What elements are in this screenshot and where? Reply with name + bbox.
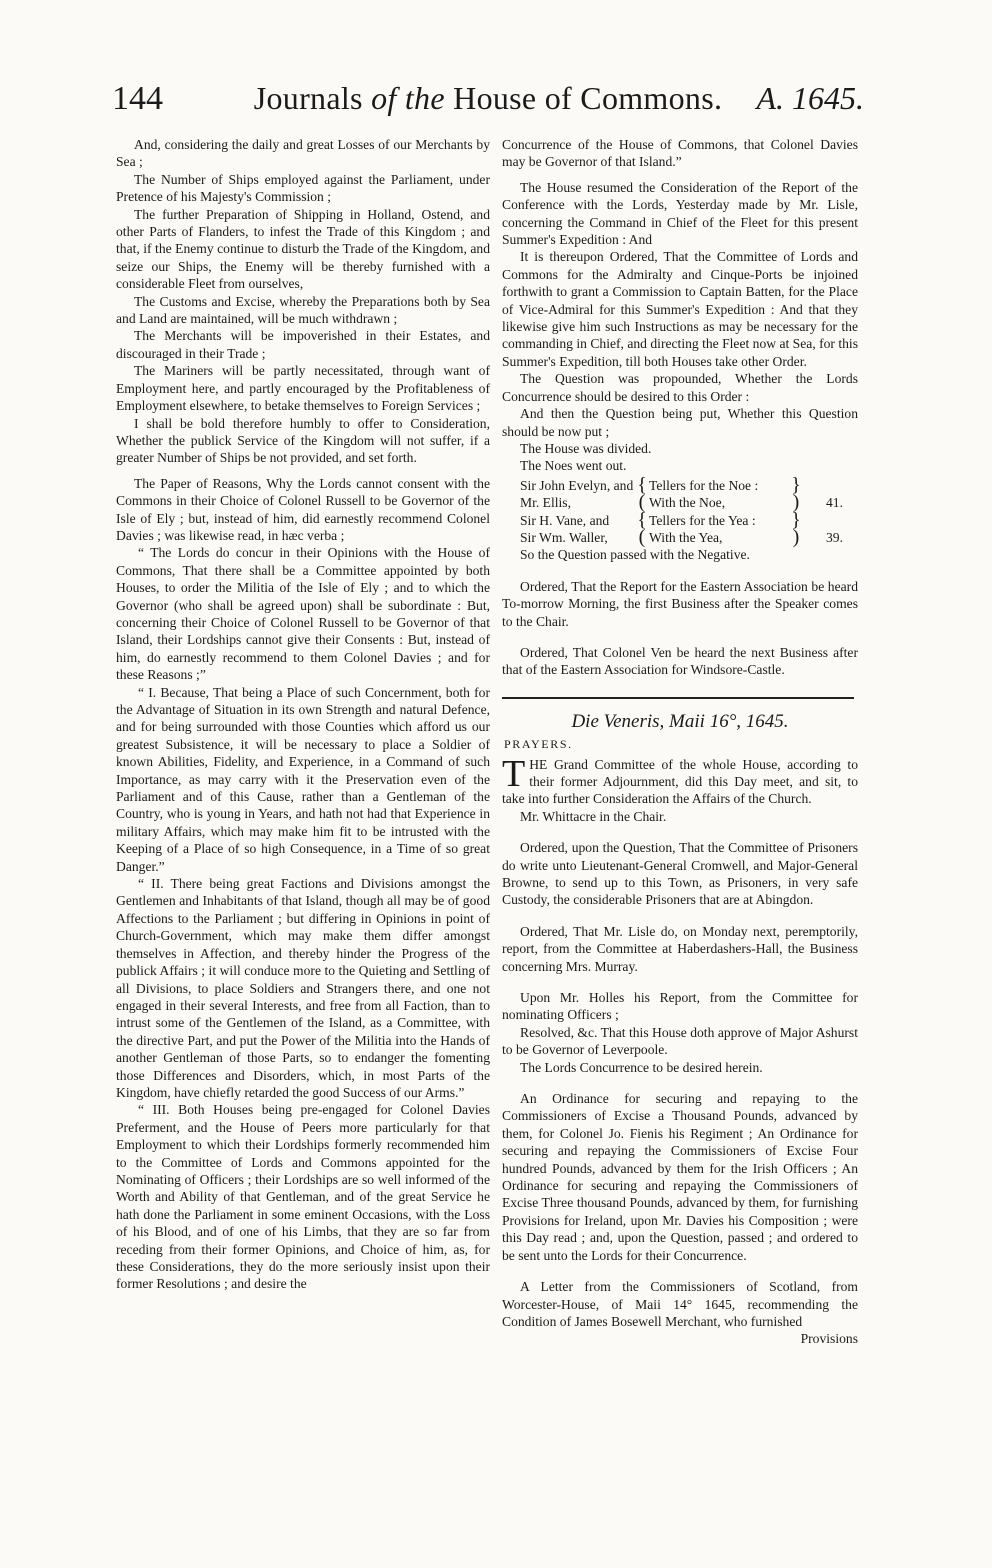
tellers-table bbox=[502, 473, 858, 549]
paragraph: Mr. Whittacre in the Chair. bbox=[520, 808, 667, 824]
brace-icon: } bbox=[791, 473, 801, 496]
paragraph: The House was divided. bbox=[520, 440, 652, 456]
teller-row bbox=[502, 508, 858, 531]
paragraph: The Question was propounded, Whether the Lords Concurrence should be desired to this Order : bbox=[502, 371, 858, 404]
brace-icon: ) bbox=[792, 491, 800, 514]
teller-desc: Tellers for the Noe : bbox=[649, 477, 759, 493]
paragraph: And then the Question being put, Whether this Question should be now put ; bbox=[502, 406, 858, 439]
paragraph: The Merchants will be impoverished in their Estates, and discouraged in their Trade ; bbox=[116, 328, 490, 361]
page-number: 144 bbox=[112, 80, 163, 117]
paragraph: The Customs and Excise, whereby the Preparations both by Sea and Land are maintained, will be much withdrawn ; bbox=[116, 293, 490, 327]
teller-name: Sir John Evelyn, and bbox=[520, 477, 634, 493]
drop-cap: T bbox=[502, 752, 526, 795]
paragraph: The Paper of Reasons, Why the Lords cannot consent with the Commons in their Choice of Colonel Russell to be Governor of the Isle of Ely ; but, instead of him, did earnestly recommend Colonel Davies ; was likewise read, in hæc verba ; bbox=[116, 475, 490, 543]
page-year: A. 1645. bbox=[756, 80, 864, 116]
paragraph: And, considering the daily and great Losses of our Merchants by Sea ; bbox=[116, 137, 490, 170]
paragraph: Ordered, upon the Question, That the Committee of Prisoners do write unto Lieutenant-General Cromwell, and Major-General Browne, to send up to this Town, as Prisoners, in very safe Custody, the considerable Prisoners that are at Abingdon. bbox=[502, 840, 858, 908]
teller-count: 41. bbox=[826, 495, 843, 511]
paragraph: Concurrence of the House of Commons, that Colonel Davies may be Governor of that Island.” bbox=[502, 137, 858, 170]
paragraph: Ordered, That Colonel Ven be heard the next Business after that of the Eastern Association for Windsore-Castle. bbox=[502, 644, 858, 678]
teller-name: Mr. Ellis, bbox=[520, 495, 571, 511]
paragraph: The Number of Ships employed against the Parliament, under Pretence of his Majesty's Commission ; bbox=[116, 171, 490, 205]
brace-icon: { bbox=[637, 508, 647, 531]
quoted-paragraph: “ I. Because, That being a Place of such Concernment, both for the Advantage of Situation in its own Strength and natural Defence, and for being surrounded with those Counties which afford us our greatest Subsistence, it will be necessary to place a Soldier of known Abilities, Fidelity, and Experience, in a Command of such Importance, as may carry with it the Preservation even of the Parliament and of this Cause, rather than a Gentleman of the Country, who is young in Years, and hath not had that Experience in military Affairs, which may make him fit to be intrusted with the Keeping of a Place of so high Consequence, in a Time of so great Danger.” bbox=[116, 684, 490, 874]
teller-name: Sir H. Vane, and bbox=[520, 512, 610, 528]
paragraph: The Lords Concurrence to be desired herein. bbox=[520, 1059, 763, 1075]
brace-icon: ( bbox=[638, 491, 646, 514]
teller-desc: Tellers for the Yea : bbox=[649, 512, 756, 528]
brace-icon: } bbox=[791, 508, 801, 531]
paragraph: A Letter from the Commissioners of Scotland, from Worcester-House, of Maii 14° 1645, recommending the Condition of James Bosewell Merchant, who furnished bbox=[502, 1279, 858, 1329]
brace-icon: { bbox=[637, 473, 647, 496]
paragraph: The further Preparation of Shipping in Holland, Ostend, and other Parts of Flanders, to infest the Trade of this Kingdom ; and that, if the Enemy continue to disturb the Trade of the Kingdom, and seize our Ships, the Enemy will be thereby furnished with a considerable Fleet from ourselves, bbox=[116, 206, 490, 292]
teller-count: 39. bbox=[826, 529, 843, 545]
paragraph: Ordered, That the Report for the Eastern Association be heard To-morrow Morning, the first Business after the Speaker comes to the Chair. bbox=[502, 578, 858, 629]
running-header bbox=[112, 80, 864, 128]
quoted-paragraph: “ The Lords do concur in their Opinions with the House of Commons, That there shall be a Committee appointed by both Houses, to order the Militia of the Isle of Ely ; and to which the Governor (who shall be agreed upon) shall be subordinate : But, concerning their Choice of Colonel Russell to be Governor of that Island, their Lordships cannot give their Consents : But, instead of him, do earnestly recommend to them Colonel Davies ; and for these Reasons ;” bbox=[116, 545, 490, 683]
title-house-of-commons: House of Commons. bbox=[444, 80, 723, 116]
teller-row bbox=[502, 473, 858, 496]
teller-desc: With the Noe, bbox=[649, 495, 726, 511]
paragraph: It is thereupon Ordered, That the Committee of Lords and Commons for the Admiralty and Cinque-Ports be injoined forthwith to grant a Commission to Captain Batten, for the Place of Vice-Admiral for this Summer's Expedition : And that they likewise give him such Instructions as may be necessary for the commanding in Chief, and directing the Fleet now at Sea, for this Summer's Expedition, till both Houses take other Order. bbox=[502, 249, 858, 369]
title-journals: Journals bbox=[253, 80, 372, 116]
teller-name: Sir Wm. Waller, bbox=[520, 529, 608, 545]
teller-row bbox=[502, 491, 858, 514]
quoted-paragraph: “ III. Both Houses being pre-engaged for Colonel Davies Preferment, and the House of Peers more particularly for that Employment to which their Lordships formerly recommended him to the Committee of Lords and Commons appointed for the Nominating of Officers ; their Lordships are so well informed of the Worth and Ability of that Gentleman, and of the great Service he hath done the Parliament in some eminent Occasions, with the Loss of his Blood, and of one of his Limbs, that they are so far from receding from their former Opinions, and Choice of him, as, for these Considerations, they do the more seriously insist upon their former Resolutions ; and desire the bbox=[116, 1102, 490, 1292]
teller-desc: With the Yea, bbox=[649, 529, 723, 545]
section-divider bbox=[502, 697, 854, 699]
paragraph: I shall be bold therefore humbly to offer to Consideration, Whether the publick Service of the Kingdom will not suffer, if a greater Number of Ships be not provided, and set forth. bbox=[116, 415, 490, 466]
paragraph: Ordered, That Mr. Lisle do, on Monday next, peremptorily, report, from the Committee at Haberdashers-Hall, the Business concerning Mrs. Murray. bbox=[502, 923, 858, 974]
day-heading: Die Veneris, Maii 16°, 1645. bbox=[571, 710, 789, 732]
teller-row bbox=[502, 526, 858, 549]
brace-icon: ) bbox=[792, 526, 800, 549]
paragraph-text: HE Grand Committee of the whole House, according to their former Adjournment, did this Day meet, and sit, to take into further Consideration the Affairs of the Church. bbox=[502, 756, 858, 807]
paragraph: An Ordinance for securing and repaying to the Commissioners of Excise a Thousand Pounds, advanced by them, for Colonel Jo. Fienis his Regiment ; An Ordinance for securing and repaying the Commissioners of Excise Four hundred Pounds, advanced by them for the Irish Officers ; An Ordinance for securing and repaying the Commissioners of Excise Three thousand Pounds, advanced by them, for furnishing Provisions for Ireland, upon Mr. Davies his Composition ; were this Day read ; and, upon the Question, passed ; and ordered to be sent unto the Lords for their Concurrence. bbox=[502, 1091, 858, 1263]
catchword: Provisions bbox=[800, 1331, 858, 1347]
paragraph: The Mariners will be partly necessitated, through want of Employment here, and partly encouraged by the Profitableness of Employment elsewhere, to betake themselves to Foreign Services ; bbox=[116, 363, 490, 414]
quoted-paragraph: “ II. There being great Factions and Divisions amongst the Gentlemen and Inhabitants of that Island, though all may be of good Affections to the Parliament ; but differing in Opinions in point of Church-Government, which may make them differ amongst themselves in Affection, and thereby hinder the Progress of the publick Affairs ; it will conduce more to the Quieting and Settling of all Divisions, to place Soldiers and Strangers there, and one not engaged in their several Interests, and free from all Faction, than to intrust some of the Gentlemen of the Island, as a Committee, with the directive Part, and put the Power of the Militia into the Hands of another Gentleman of those Parts, so to endanger the fomenting those Differences and Disorders, which, in most Parts of the Kingdom, have chiefly retarded the good Success of our Arms.” bbox=[116, 876, 490, 1100]
paragraph bbox=[502, 752, 858, 808]
running-title bbox=[112, 80, 864, 117]
paragraph: So the Question passed with the Negative. bbox=[520, 547, 750, 563]
paragraph: The Noes went out. bbox=[520, 458, 627, 474]
paragraph: Upon Mr. Holles his Report, from the Committee for nominating Officers ; bbox=[502, 990, 858, 1023]
paragraph: The House resumed the Consideration of the Report of the Conference with the Lords, Yesterday made by Mr. Lisle, concerning the Command in Chief of the Fleet for this present Summer's Expedition : And bbox=[502, 179, 858, 248]
brace-icon: ( bbox=[638, 526, 646, 549]
prayers-label: PRAYERS. bbox=[504, 737, 573, 752]
paragraph: Resolved, &c. That this House doth approve of Major Ashurst to be Governor of Leverpoole. bbox=[502, 1024, 858, 1058]
left-column bbox=[116, 136, 490, 1293]
right-column bbox=[502, 136, 858, 1348]
title-of-the: of the bbox=[371, 80, 445, 116]
